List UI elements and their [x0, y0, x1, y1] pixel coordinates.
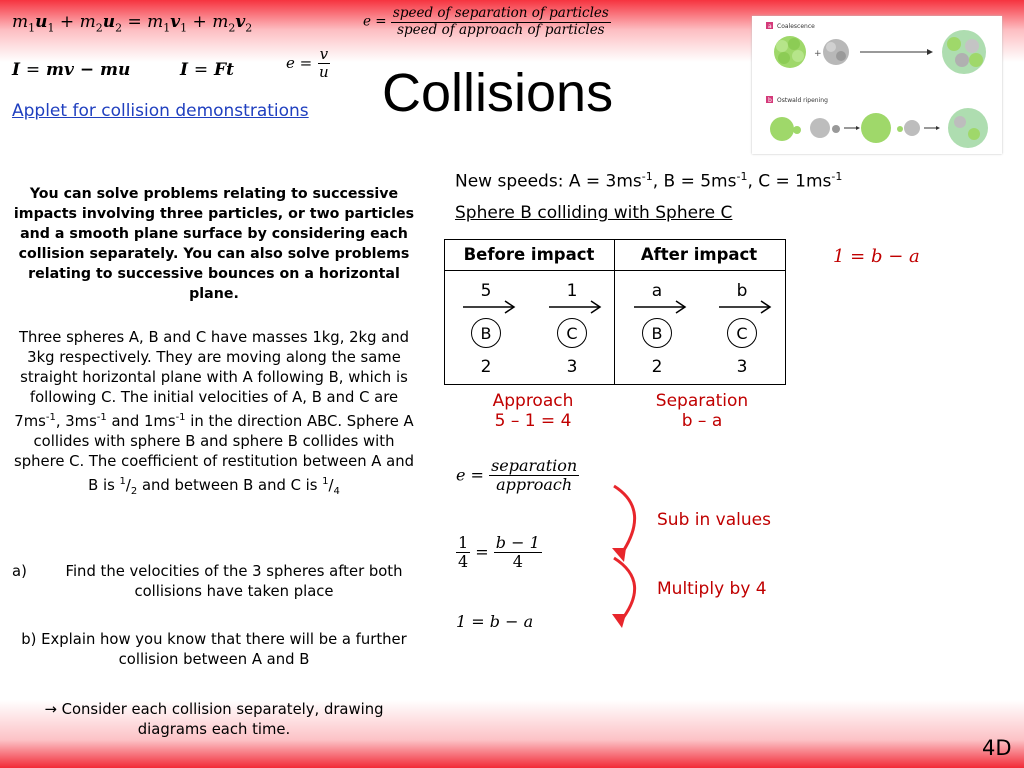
- restitution-definition-formula: e = $\frac{\text{speed of separation of particles}}{\text{speed of approach of particles}}$: [363, 5, 609, 38]
- separation-label: Separation: [655, 391, 749, 411]
- coalescence-merged-cluster: [942, 30, 986, 74]
- panel-label-a: a: [768, 23, 772, 30]
- question-part-a: [12, 562, 416, 602]
- step-label-sub: Sub in values: [657, 510, 771, 530]
- after-c-velocity: b: [736, 281, 748, 301]
- restitution-working-formula: e = $\frac{\text{separation}}{\text{approach}}$: [456, 456, 578, 495]
- before-c-mass: 3: [566, 357, 578, 377]
- after-impact-header: After impact: [640, 245, 758, 264]
- slide-number: 4D: [982, 736, 1012, 760]
- sphere-heading: Sphere B colliding with Sphere C: [455, 203, 733, 223]
- after-sphere-b: B: [642, 318, 672, 348]
- before-c-arrow: [549, 300, 605, 314]
- after-b-velocity: a: [651, 281, 663, 301]
- panel-caption-coalescence: Coalescence: [777, 23, 815, 30]
- before-b-arrow: [463, 300, 519, 314]
- before-sphere-c: C: [557, 318, 587, 348]
- impulse-formula-force: I = Ft: [180, 60, 234, 80]
- panel-caption-ostwald: Ostwald ripening: [777, 97, 828, 104]
- panel-label-b: b: [768, 97, 772, 104]
- before-impact-header: Before impact: [463, 245, 595, 264]
- substituted-equation: $\frac{1}{4}$ = $\frac{b - 1}{4}$: [458, 533, 540, 572]
- final-equation: 1 = b − a: [456, 612, 534, 631]
- before-c-velocity: 1: [566, 281, 578, 301]
- step-label-multiply: Multiply by 4: [657, 579, 767, 599]
- svg-text:+: +: [814, 49, 822, 59]
- before-sphere-b: B: [471, 318, 501, 348]
- result-equation: 1 = b − a: [833, 246, 920, 267]
- after-b-arrow: [634, 300, 690, 314]
- problem-statement: Three spheres A, B and C have masses 1kg, 2kg and 3kg respectively. They are moving along the same straight horizontal plane with A following B, which is following C. The initial velocities of A, B and C are $7ms^{-1}$, $3ms^{-1}$ and $1ms^{-1}$ in the direction ABC. Sphere A collides with sphere B and sphere B collides with sphere C. The coefficient of restitution between A and B is $^1/_2$ and between B and C is $^1/_4$: [14, 329, 414, 497]
- approach-block: [478, 391, 588, 431]
- coalescence-green-cluster: [774, 36, 806, 68]
- applet-link[interactable]: Applet for collision demonstrations: [12, 101, 309, 121]
- impact-header-line: [444, 270, 785, 271]
- after-c-mass: 3: [736, 357, 748, 377]
- part-a-text: Find the velocities of the 3 spheres after both collisions have taken place: [65, 563, 403, 600]
- approach-expression: 5 – 1 = 4: [494, 411, 572, 431]
- part-a-label: a): [12, 563, 27, 580]
- before-b-velocity: 5: [480, 281, 492, 301]
- momentum-formula: $m_1u_1 + m_2u_2 = m_1v_1 + m_2v_2$: [12, 12, 253, 35]
- before-b-mass: 2: [480, 357, 492, 377]
- approach-label: Approach: [492, 391, 574, 411]
- restitution-ratio-formula: e = $\frac{v}{u}$: [286, 45, 329, 82]
- illustration-panel: [752, 16, 1002, 154]
- particle-illustration: [752, 16, 1002, 154]
- after-c-arrow: [719, 300, 775, 314]
- impulse-formula-momentum: I = mv − mu: [12, 60, 131, 80]
- ostwald-sequence: [770, 108, 988, 148]
- coalescence-grey-cluster: [823, 39, 849, 65]
- after-sphere-c: C: [727, 318, 757, 348]
- new-speeds-line: New speeds: $A = 3ms^{-1}$, $B = 5ms^{-1}$, $C = 1ms^{-1}$: [455, 170, 843, 192]
- after-b-mass: 2: [651, 357, 663, 377]
- hint-text: → Consider each collision separately, drawing diagrams each time.: [44, 701, 384, 738]
- page-title: Collisions: [382, 63, 614, 123]
- intro-text: You can solve problems relating to successive impacts involving three particles, or two particles and a smooth plane surface by considering each collision separately. You can also solve problems relating to successive bounces on a horizontal plane.: [13, 186, 415, 302]
- separation-expression: b – a: [681, 411, 723, 431]
- separation-block: [642, 391, 762, 431]
- step-arrows: [606, 482, 656, 632]
- question-part-b: b) Explain how you know that there will be a further collision between A and B: [21, 631, 407, 668]
